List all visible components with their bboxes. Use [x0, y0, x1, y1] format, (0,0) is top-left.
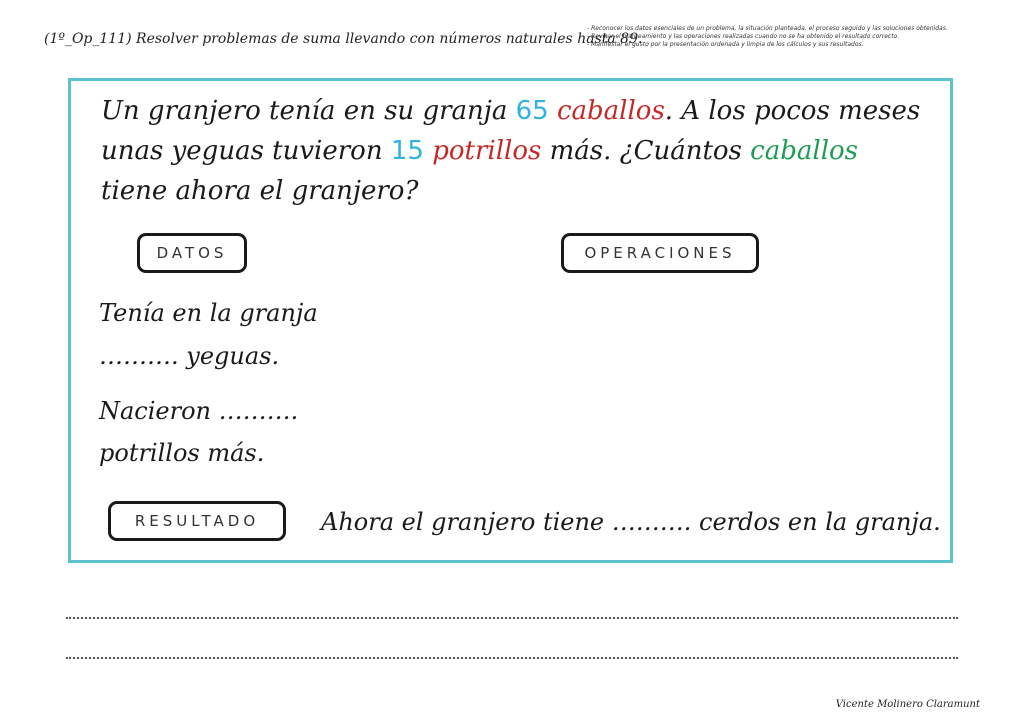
word-caballos: caballos: [556, 96, 665, 126]
problem-statement: [101, 91, 931, 211]
objectives-list: [587, 25, 1007, 49]
word-caballos-question: caballos: [750, 136, 859, 166]
data-line-granja: Tenía en la granja: [99, 299, 318, 327]
answer-line: [66, 657, 958, 659]
number-15: 15: [390, 136, 424, 166]
answer-line: [66, 617, 958, 619]
word-potrillos: potrillos: [432, 136, 542, 166]
problem-text: . A los pocos meses unas yeguas tuvieron: [101, 96, 921, 166]
data-line-nacieron: Nacieron ……….: [99, 397, 299, 425]
worksheet-title: (1º_Op_111) Resolver problemas de suma llevando con números naturales hasta 89.: [44, 31, 643, 47]
datos-label: DATOS: [137, 233, 247, 273]
problem-frame: [68, 78, 953, 563]
objective-item: - Manifestar el gusto por la presentación ordenada y limpia de los cálculos y sus resultados.: [587, 41, 864, 48]
data-line-yeguas: ………. yeguas.: [99, 342, 280, 370]
resultado-label: RESULTADO: [108, 501, 286, 541]
objective-item: - Reconocer los datos esenciales de un problema, la situación planteada, el proceso seguido y las soluciones obtenidas.: [587, 25, 948, 32]
result-sentence: Ahora el granjero tiene ………. cerdos en la granja.: [321, 508, 941, 536]
number-65: 65: [515, 96, 549, 126]
problem-text: Un granjero tenía en su granja: [101, 96, 516, 126]
objective-item: - Revisar el planteamiento y las operaciones realizadas cuando no se ha obtenido el resultado correcto.: [587, 33, 900, 40]
operaciones-label: OPERACIONES: [561, 233, 759, 273]
data-line-potrillos: potrillos más.: [99, 439, 265, 467]
author-credit: Vicente Molinero Claramunt: [835, 699, 980, 710]
problem-text: tiene ahora el granjero?: [101, 176, 419, 206]
problem-text: más. ¿Cuántos: [541, 136, 751, 166]
